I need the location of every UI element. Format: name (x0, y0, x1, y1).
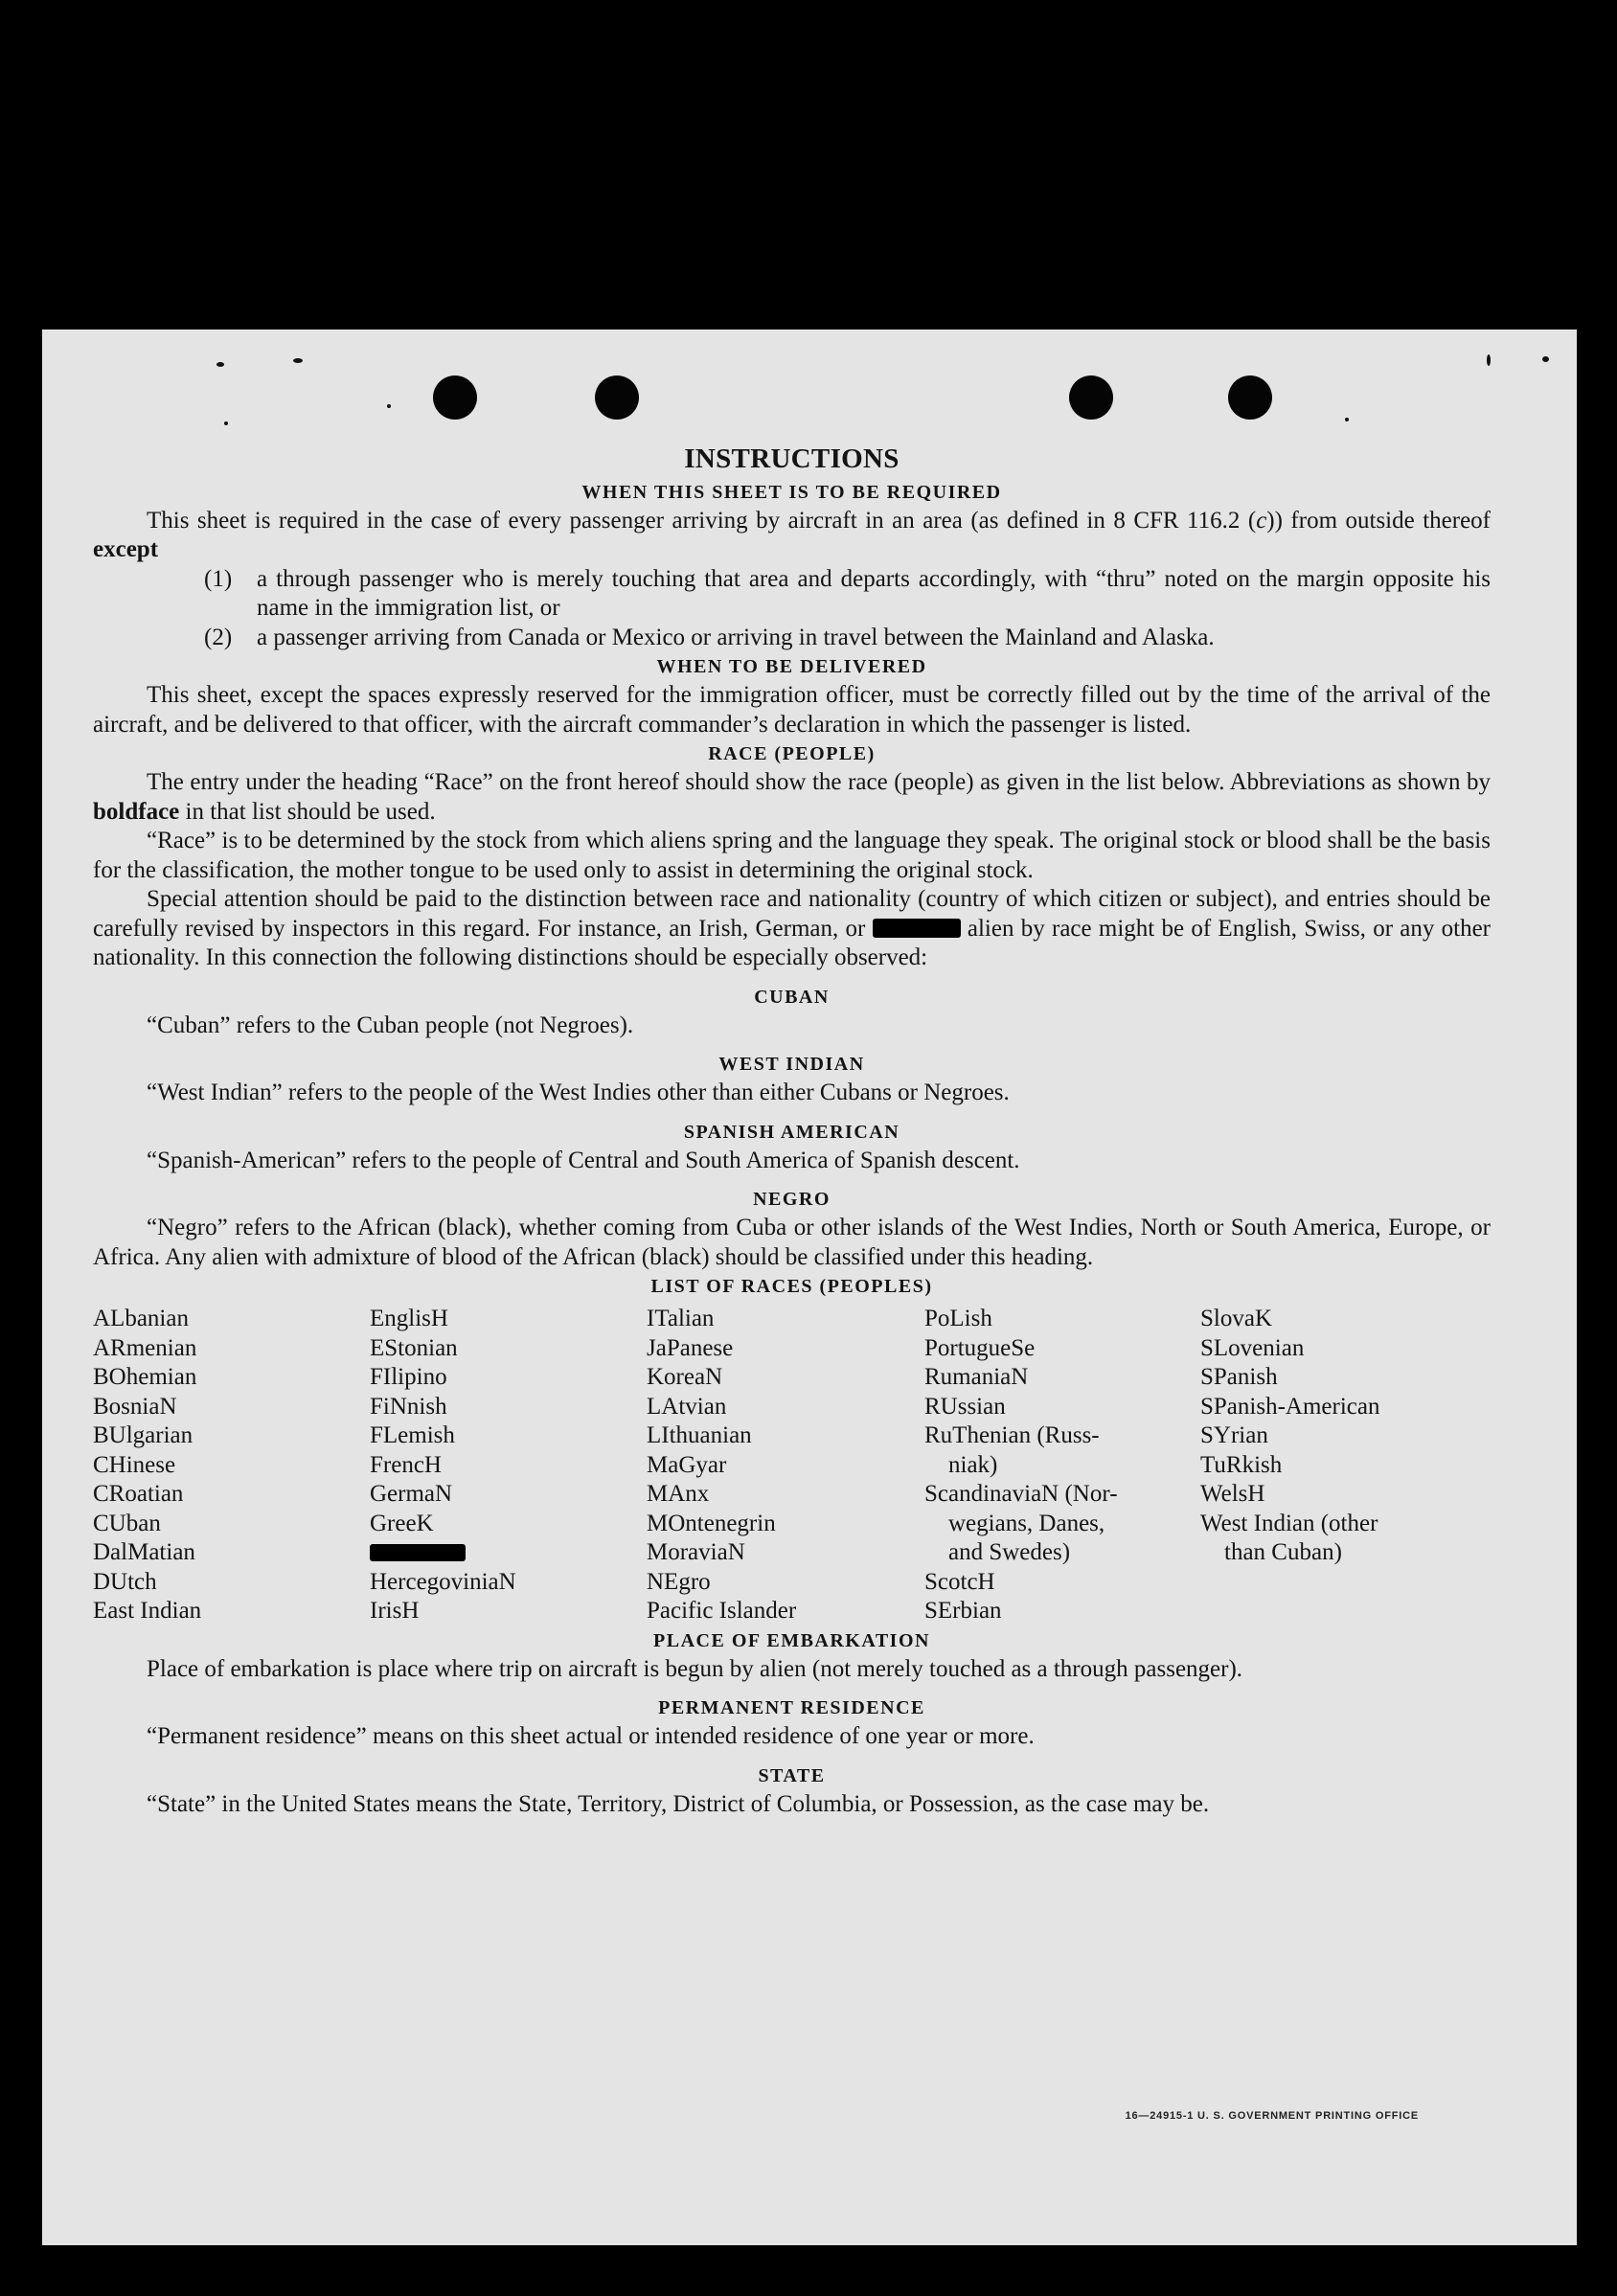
race-entry: IrisH (370, 1598, 420, 1624)
races-list (93, 1305, 1491, 1626)
race-entry: FrencH (370, 1451, 442, 1478)
race-entry: SPanish (1200, 1364, 1278, 1390)
race-entry: LIthuanian (647, 1422, 752, 1448)
race-entry: SPanish-American (1200, 1393, 1380, 1420)
race-paragraph-1: The entry under the heading “Race” on the front hereof should show the race (people) as given in the list below. Abbreviations as shown by boldface in that list should be used. (93, 769, 1491, 825)
race-entry: HercegoviniaN (370, 1568, 516, 1595)
race-entry: KoreaN (647, 1364, 723, 1390)
spanish-american-text: “Spanish-American” refers to the people of Central and South America of Spanish descent. (147, 1147, 1020, 1173)
race-entry: RumaniaN (924, 1364, 1029, 1390)
page-title: INSTRUCTIONS (684, 443, 900, 474)
race-entry: PoLish (924, 1306, 992, 1331)
punch-hole (1069, 375, 1113, 420)
race-entry: ALbanian (93, 1306, 189, 1331)
race-entry: FLemish (370, 1422, 455, 1448)
race-entry: DalMatian (93, 1539, 195, 1565)
race-entry: BosniaN (93, 1393, 177, 1420)
race-entry: wegians, Danes, (924, 1510, 1105, 1536)
race-entry: SYrian (1200, 1422, 1268, 1448)
race-entry: CUban (93, 1510, 161, 1536)
section-heading-embarkation: PLACE OF EMBARKATION (653, 1629, 930, 1651)
race-entry: WelsH (1200, 1481, 1265, 1507)
section-heading-west-indian: WEST INDIAN (718, 1054, 865, 1075)
punch-hole (1228, 375, 1272, 420)
race-entry: EnglisH (370, 1306, 448, 1331)
race-entry: ScotcH (924, 1568, 995, 1595)
speck (1542, 356, 1549, 362)
race-entry: and Swedes) (924, 1539, 1071, 1565)
speck (216, 362, 224, 367)
redaction-mark (873, 919, 961, 938)
state-text: “State” in the United States means the State, Territory, District of Columbia, or Possession, as the case may be. (147, 1790, 1210, 1817)
residence-text: “Permanent residence” means on this sheet actual or intended residence of one year or more. (147, 1723, 1035, 1749)
delivered-text: This sheet, except the spaces expressly reserved for the immigration officer, must be correctly filled out by the time of the arrival of the aircraft, and be delivered to that officer, with the aircraft commander’s declaration in which the passenger is listed. (93, 682, 1491, 738)
required-item: (1) a through passenger who is merely touching that area and departs accordingly, with “thru” noted on the margin opposite his name in the immigration list, or (204, 565, 1491, 621)
race-entry: SErbian (924, 1598, 1002, 1624)
section-heading-state: STATE (758, 1764, 826, 1786)
required-item: (2) a passenger arriving from Canada or Mexico or arriving in travel between the Mainland and Alaska. (204, 624, 1215, 650)
west-indian-text: “West Indian” refers to the people of the West Indies other than either Cubans or Negroes. (147, 1080, 1010, 1105)
race-entry: RuThenian (Russ- (924, 1422, 1100, 1448)
race-entry: SLovenian (1200, 1334, 1305, 1361)
negro-text: “Negro” refers to the African (black), whether coming from Cuba or other islands of the West Indies, North or South America, Europe, or Africa. Any alien with admixture of blood of the African (black) should be classified under this heading. (93, 1215, 1491, 1270)
speck (224, 421, 228, 425)
race-paragraph-2: “Race” is to be determined by the stock from which aliens spring and the language they speak. The original stock or blood shall be the basis for the classification, the mother tongue to be used only to assist in determining the original stock. (93, 828, 1491, 883)
race-entry: LAtvian (647, 1393, 727, 1420)
race-entry: DUtch (93, 1568, 157, 1595)
section-heading-residence: PERMANENT RESIDENCE (658, 1697, 925, 1718)
race-entry: ScandinaviaN (Nor- (924, 1481, 1118, 1507)
section-heading-delivered: WHEN TO BE DELIVERED (656, 656, 927, 677)
speck (387, 404, 391, 408)
race-paragraph-3: Special attention should be paid to the distinction between race and nationality (country of which citizen or subject), and entries should be carefully revised by inspectors in this regard. For instance, an Irish, German, or alien by race might be of English, Swiss, or any other nationality. In this connection the following distinctions should be especially observed: (93, 886, 1492, 970)
race-entry: NEgro (647, 1568, 711, 1595)
races-column-1 (93, 1305, 370, 1626)
section-heading-spanish-american: SPANISH AMERICAN (683, 1121, 900, 1143)
race-entry: PortugueSe (924, 1334, 1036, 1361)
redaction-mark (370, 1538, 647, 1568)
race-entry: niak) (924, 1451, 998, 1478)
document-sheet (42, 330, 1577, 2245)
race-entry: GermaN (370, 1481, 453, 1507)
speck (1487, 354, 1491, 366)
speck (1345, 418, 1349, 421)
race-entry: MOntenegrin (647, 1510, 776, 1536)
race-entry: than Cuban) (1200, 1539, 1342, 1565)
section-heading-negro: NEGRO (753, 1189, 831, 1210)
cuban-text: “Cuban” refers to the Cuban people (not Negroes). (147, 1012, 634, 1038)
race-entry: East Indian (93, 1598, 202, 1624)
section-heading-races-list: LIST OF RACES (PEOPLES) (650, 1276, 933, 1297)
race-entry: FiNnish (370, 1393, 447, 1420)
instructions-content (93, 444, 1491, 1819)
race-entry: ARmenian (93, 1334, 197, 1361)
race-entry: Pacific Islander (647, 1598, 797, 1624)
race-entry: West Indian (other (1200, 1510, 1378, 1536)
race-entry: EStonian (370, 1334, 458, 1361)
section-heading-cuban: CUBAN (754, 986, 830, 1008)
race-entry: GreeK (370, 1510, 434, 1536)
race-entry: MAnx (647, 1481, 710, 1507)
punch-hole (595, 375, 639, 420)
races-column-3 (647, 1305, 924, 1626)
punch-hole (433, 375, 477, 420)
race-entry: MaGyar (647, 1451, 727, 1478)
race-entry: RUssian (924, 1393, 1006, 1420)
race-entry: BUlgarian (93, 1422, 194, 1448)
required-intro: This sheet is required in the case of every passenger arriving by aircraft in an area (as defined in 8 CFR 116.2 (c)) from outside thereof except (93, 507, 1491, 562)
race-entry: MoraviaN (647, 1539, 745, 1565)
race-entry: JaPanese (647, 1334, 734, 1361)
races-column-5 (1200, 1305, 1478, 1626)
section-heading-race: RACE (PEOPLE) (708, 743, 876, 764)
race-entry: TuRkish (1200, 1451, 1283, 1478)
race-entry: CHinese (93, 1451, 176, 1478)
race-entry: CRoatian (93, 1481, 184, 1507)
race-entry: ITalian (647, 1306, 715, 1331)
race-entry: SlovaK (1200, 1306, 1272, 1331)
section-heading-required: WHEN THIS SHEET IS TO BE REQUIRED (581, 481, 1002, 503)
races-column-4 (924, 1305, 1200, 1626)
race-entry: BOhemian (93, 1364, 197, 1390)
speck (293, 358, 303, 363)
race-entry: FIlipino (370, 1364, 447, 1390)
races-column-2 (370, 1305, 647, 1626)
embarkation-text: Place of embarkation is place where trip on aircraft is begun by alien (not merely touched as a through passenger). (147, 1655, 1243, 1682)
printer-footer: 16—24915-1 U. S. GOVERNMENT PRINTING OFFICE (1125, 2110, 1419, 2122)
